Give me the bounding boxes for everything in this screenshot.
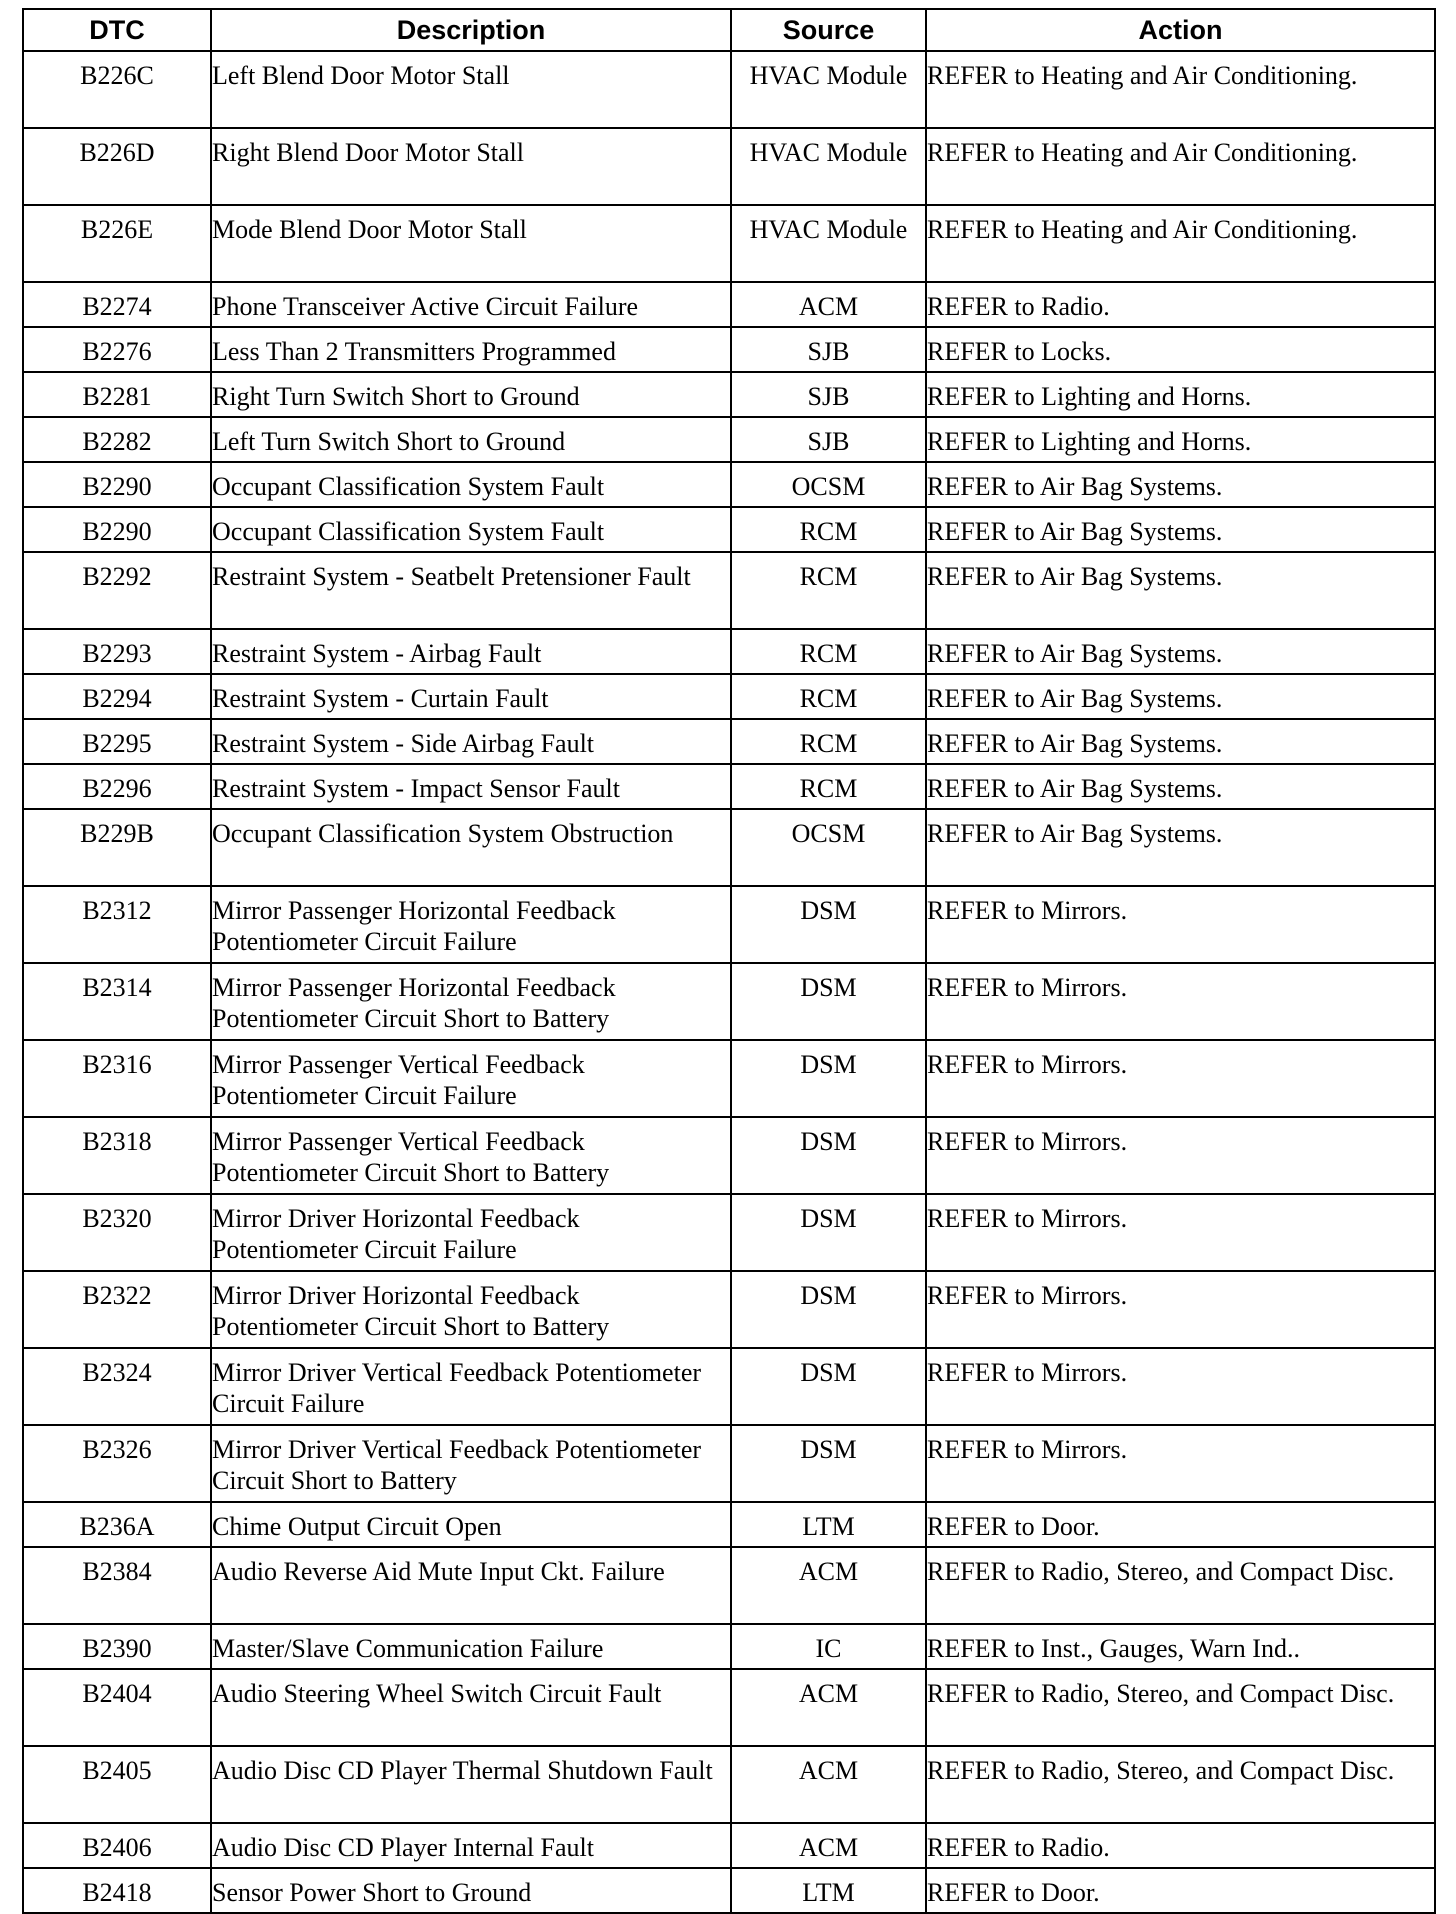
dtc-source: DSM xyxy=(731,886,926,963)
dtc-source: ACM xyxy=(731,1669,926,1746)
dtc-description: Mirror Passenger Horizontal Feedback Potentiometer Circuit Failure xyxy=(211,886,731,963)
dtc-description: Master/Slave Communication Failure xyxy=(211,1624,731,1669)
dtc-code: B2314 xyxy=(23,963,211,1040)
table-row xyxy=(23,1348,1435,1425)
dtc-action: REFER to Mirrors. xyxy=(926,1194,1435,1271)
header-source: Source xyxy=(731,9,926,51)
header-dtc: DTC xyxy=(23,9,211,51)
dtc-code: B229B xyxy=(23,809,211,886)
dtc-source: IC xyxy=(731,1624,926,1669)
dtc-action: REFER to Heating and Air Conditioning. xyxy=(926,205,1435,282)
dtc-action: REFER to Mirrors. xyxy=(926,963,1435,1040)
dtc-description: Chime Output Circuit Open xyxy=(211,1502,731,1547)
table-row xyxy=(23,674,1435,719)
dtc-code: B236A xyxy=(23,1502,211,1547)
dtc-source: ACM xyxy=(731,1547,926,1624)
dtc-action: REFER to Air Bag Systems. xyxy=(926,462,1435,507)
dtc-description: Mirror Driver Vertical Feedback Potentiometer Circuit Failure xyxy=(211,1348,731,1425)
dtc-action: REFER to Radio, Stereo, and Compact Disc. xyxy=(926,1547,1435,1624)
dtc-source: OCSM xyxy=(731,462,926,507)
dtc-description: Mirror Passenger Horizontal Feedback Potentiometer Circuit Short to Battery xyxy=(211,963,731,1040)
dtc-code: B2322 xyxy=(23,1271,211,1348)
dtc-description: Mode Blend Door Motor Stall xyxy=(211,205,731,282)
dtc-action: REFER to Air Bag Systems. xyxy=(926,629,1435,674)
dtc-description: Mirror Driver Horizontal Feedback Potentiometer Circuit Short to Battery xyxy=(211,1271,731,1348)
dtc-code: B2326 xyxy=(23,1425,211,1502)
dtc-description: Right Blend Door Motor Stall xyxy=(211,128,731,205)
dtc-source: HVAC Module xyxy=(731,128,926,205)
dtc-description: Occupant Classification System Fault xyxy=(211,507,731,552)
dtc-code: B2404 xyxy=(23,1669,211,1746)
dtc-action: REFER to Air Bag Systems. xyxy=(926,552,1435,629)
dtc-code: B226E xyxy=(23,205,211,282)
dtc-description: Mirror Driver Vertical Feedback Potentiometer Circuit Short to Battery xyxy=(211,1425,731,1502)
dtc-source: OCSM xyxy=(731,809,926,886)
table-row xyxy=(23,1547,1435,1624)
dtc-code: B2390 xyxy=(23,1624,211,1669)
dtc-description: Left Blend Door Motor Stall xyxy=(211,51,731,128)
dtc-code: B2405 xyxy=(23,1746,211,1823)
dtc-action: REFER to Locks. xyxy=(926,327,1435,372)
table-row xyxy=(23,327,1435,372)
dtc-description: Restraint System - Curtain Fault xyxy=(211,674,731,719)
dtc-action: REFER to Heating and Air Conditioning. xyxy=(926,51,1435,128)
dtc-action: REFER to Heating and Air Conditioning. xyxy=(926,128,1435,205)
table-row xyxy=(23,1823,1435,1868)
dtc-source: HVAC Module xyxy=(731,51,926,128)
dtc-code: B2294 xyxy=(23,674,211,719)
dtc-action: REFER to Mirrors. xyxy=(926,886,1435,963)
dtc-source: RCM xyxy=(731,552,926,629)
table-row xyxy=(23,552,1435,629)
dtc-description: Mirror Driver Horizontal Feedback Potentiometer Circuit Failure xyxy=(211,1194,731,1271)
dtc-action: REFER to Air Bag Systems. xyxy=(926,764,1435,809)
dtc-source: ACM xyxy=(731,1746,926,1823)
dtc-source: SJB xyxy=(731,417,926,462)
dtc-code: B226D xyxy=(23,128,211,205)
dtc-description: Occupant Classification System Fault xyxy=(211,462,731,507)
table-row xyxy=(23,1669,1435,1746)
dtc-source: LTM xyxy=(731,1502,926,1547)
dtc-description: Restraint System - Impact Sensor Fault xyxy=(211,764,731,809)
table-row xyxy=(23,462,1435,507)
dtc-source: RCM xyxy=(731,629,926,674)
dtc-source: DSM xyxy=(731,1040,926,1117)
dtc-source: RCM xyxy=(731,674,926,719)
table-row xyxy=(23,372,1435,417)
dtc-action: REFER to Mirrors. xyxy=(926,1348,1435,1425)
dtc-source: DSM xyxy=(731,1425,926,1502)
table-row xyxy=(23,764,1435,809)
table-row xyxy=(23,1502,1435,1547)
table-row xyxy=(23,1271,1435,1348)
dtc-description: Audio Disc CD Player Internal Fault xyxy=(211,1823,731,1868)
dtc-code: B2290 xyxy=(23,507,211,552)
dtc-source: LTM xyxy=(731,1868,926,1913)
dtc-description: Mirror Passenger Vertical Feedback Potentiometer Circuit Failure xyxy=(211,1040,731,1117)
dtc-description: Phone Transceiver Active Circuit Failure xyxy=(211,282,731,327)
dtc-source: RCM xyxy=(731,719,926,764)
dtc-action: REFER to Air Bag Systems. xyxy=(926,507,1435,552)
dtc-action: REFER to Lighting and Horns. xyxy=(926,417,1435,462)
dtc-code: B2274 xyxy=(23,282,211,327)
table-row xyxy=(23,963,1435,1040)
dtc-description: Right Turn Switch Short to Ground xyxy=(211,372,731,417)
dtc-action: REFER to Radio. xyxy=(926,1823,1435,1868)
dtc-source: DSM xyxy=(731,1348,926,1425)
dtc-code: B2384 xyxy=(23,1547,211,1624)
dtc-action: REFER to Mirrors. xyxy=(926,1040,1435,1117)
table-row xyxy=(23,1425,1435,1502)
dtc-code: B2296 xyxy=(23,764,211,809)
table-row xyxy=(23,629,1435,674)
table-row xyxy=(23,719,1435,764)
dtc-action: REFER to Door. xyxy=(926,1502,1435,1547)
table-row xyxy=(23,1746,1435,1823)
dtc-code: B2292 xyxy=(23,552,211,629)
dtc-code: B226C xyxy=(23,51,211,128)
dtc-source: DSM xyxy=(731,1271,926,1348)
dtc-action: REFER to Air Bag Systems. xyxy=(926,719,1435,764)
dtc-source: ACM xyxy=(731,1823,926,1868)
table-row xyxy=(23,51,1435,128)
dtc-source: DSM xyxy=(731,1194,926,1271)
dtc-code: B2281 xyxy=(23,372,211,417)
dtc-action: REFER to Radio. xyxy=(926,282,1435,327)
table-row xyxy=(23,1040,1435,1117)
dtc-description: Sensor Power Short to Ground xyxy=(211,1868,731,1913)
table-row xyxy=(23,417,1435,462)
header-row xyxy=(23,9,1435,51)
table-row xyxy=(23,1624,1435,1669)
dtc-description: Restraint System - Side Airbag Fault xyxy=(211,719,731,764)
table-row xyxy=(23,886,1435,963)
dtc-action: REFER to Radio, Stereo, and Compact Disc. xyxy=(926,1746,1435,1823)
dtc-code: B2276 xyxy=(23,327,211,372)
dtc-description: Mirror Passenger Vertical Feedback Potentiometer Circuit Short to Battery xyxy=(211,1117,731,1194)
dtc-description: Restraint System - Seatbelt Pretensioner Fault xyxy=(211,552,731,629)
dtc-source: RCM xyxy=(731,764,926,809)
dtc-description: Restraint System - Airbag Fault xyxy=(211,629,731,674)
dtc-action: REFER to Inst., Gauges, Warn Ind.. xyxy=(926,1624,1435,1669)
dtc-code: B2295 xyxy=(23,719,211,764)
dtc-code: B2418 xyxy=(23,1868,211,1913)
dtc-description: Audio Steering Wheel Switch Circuit Fault xyxy=(211,1669,731,1746)
dtc-table xyxy=(22,8,1436,1914)
dtc-action: REFER to Mirrors. xyxy=(926,1271,1435,1348)
dtc-action: REFER to Air Bag Systems. xyxy=(926,674,1435,719)
dtc-code: B2316 xyxy=(23,1040,211,1117)
dtc-source: RCM xyxy=(731,507,926,552)
dtc-action: REFER to Mirrors. xyxy=(926,1117,1435,1194)
table-header xyxy=(23,9,1435,51)
dtc-action: REFER to Mirrors. xyxy=(926,1425,1435,1502)
dtc-code: B2406 xyxy=(23,1823,211,1868)
dtc-code: B2312 xyxy=(23,886,211,963)
dtc-description: Audio Disc CD Player Thermal Shutdown Fault xyxy=(211,1746,731,1823)
table-row xyxy=(23,507,1435,552)
dtc-code: B2324 xyxy=(23,1348,211,1425)
dtc-action: REFER to Door. xyxy=(926,1868,1435,1913)
table-row xyxy=(23,282,1435,327)
dtc-code: B2320 xyxy=(23,1194,211,1271)
dtc-description: Occupant Classification System Obstruction xyxy=(211,809,731,886)
dtc-source: DSM xyxy=(731,963,926,1040)
dtc-description: Left Turn Switch Short to Ground xyxy=(211,417,731,462)
dtc-description: Less Than 2 Transmitters Programmed xyxy=(211,327,731,372)
table-row xyxy=(23,128,1435,205)
table-row xyxy=(23,205,1435,282)
dtc-source: ACM xyxy=(731,282,926,327)
table-body xyxy=(23,51,1435,1913)
dtc-source: SJB xyxy=(731,372,926,417)
header-description: Description xyxy=(211,9,731,51)
dtc-code: B2282 xyxy=(23,417,211,462)
dtc-action: REFER to Lighting and Horns. xyxy=(926,372,1435,417)
table-row xyxy=(23,1117,1435,1194)
dtc-description: Audio Reverse Aid Mute Input Ckt. Failure xyxy=(211,1547,731,1624)
dtc-source: HVAC Module xyxy=(731,205,926,282)
dtc-code: B2290 xyxy=(23,462,211,507)
dtc-code: B2293 xyxy=(23,629,211,674)
dtc-code: B2318 xyxy=(23,1117,211,1194)
dtc-action: REFER to Radio, Stereo, and Compact Disc. xyxy=(926,1669,1435,1746)
dtc-action: REFER to Air Bag Systems. xyxy=(926,809,1435,886)
table-row xyxy=(23,1194,1435,1271)
table-row xyxy=(23,1868,1435,1913)
table-row xyxy=(23,809,1435,886)
header-action: Action xyxy=(926,9,1435,51)
dtc-source: DSM xyxy=(731,1117,926,1194)
dtc-source: SJB xyxy=(731,327,926,372)
